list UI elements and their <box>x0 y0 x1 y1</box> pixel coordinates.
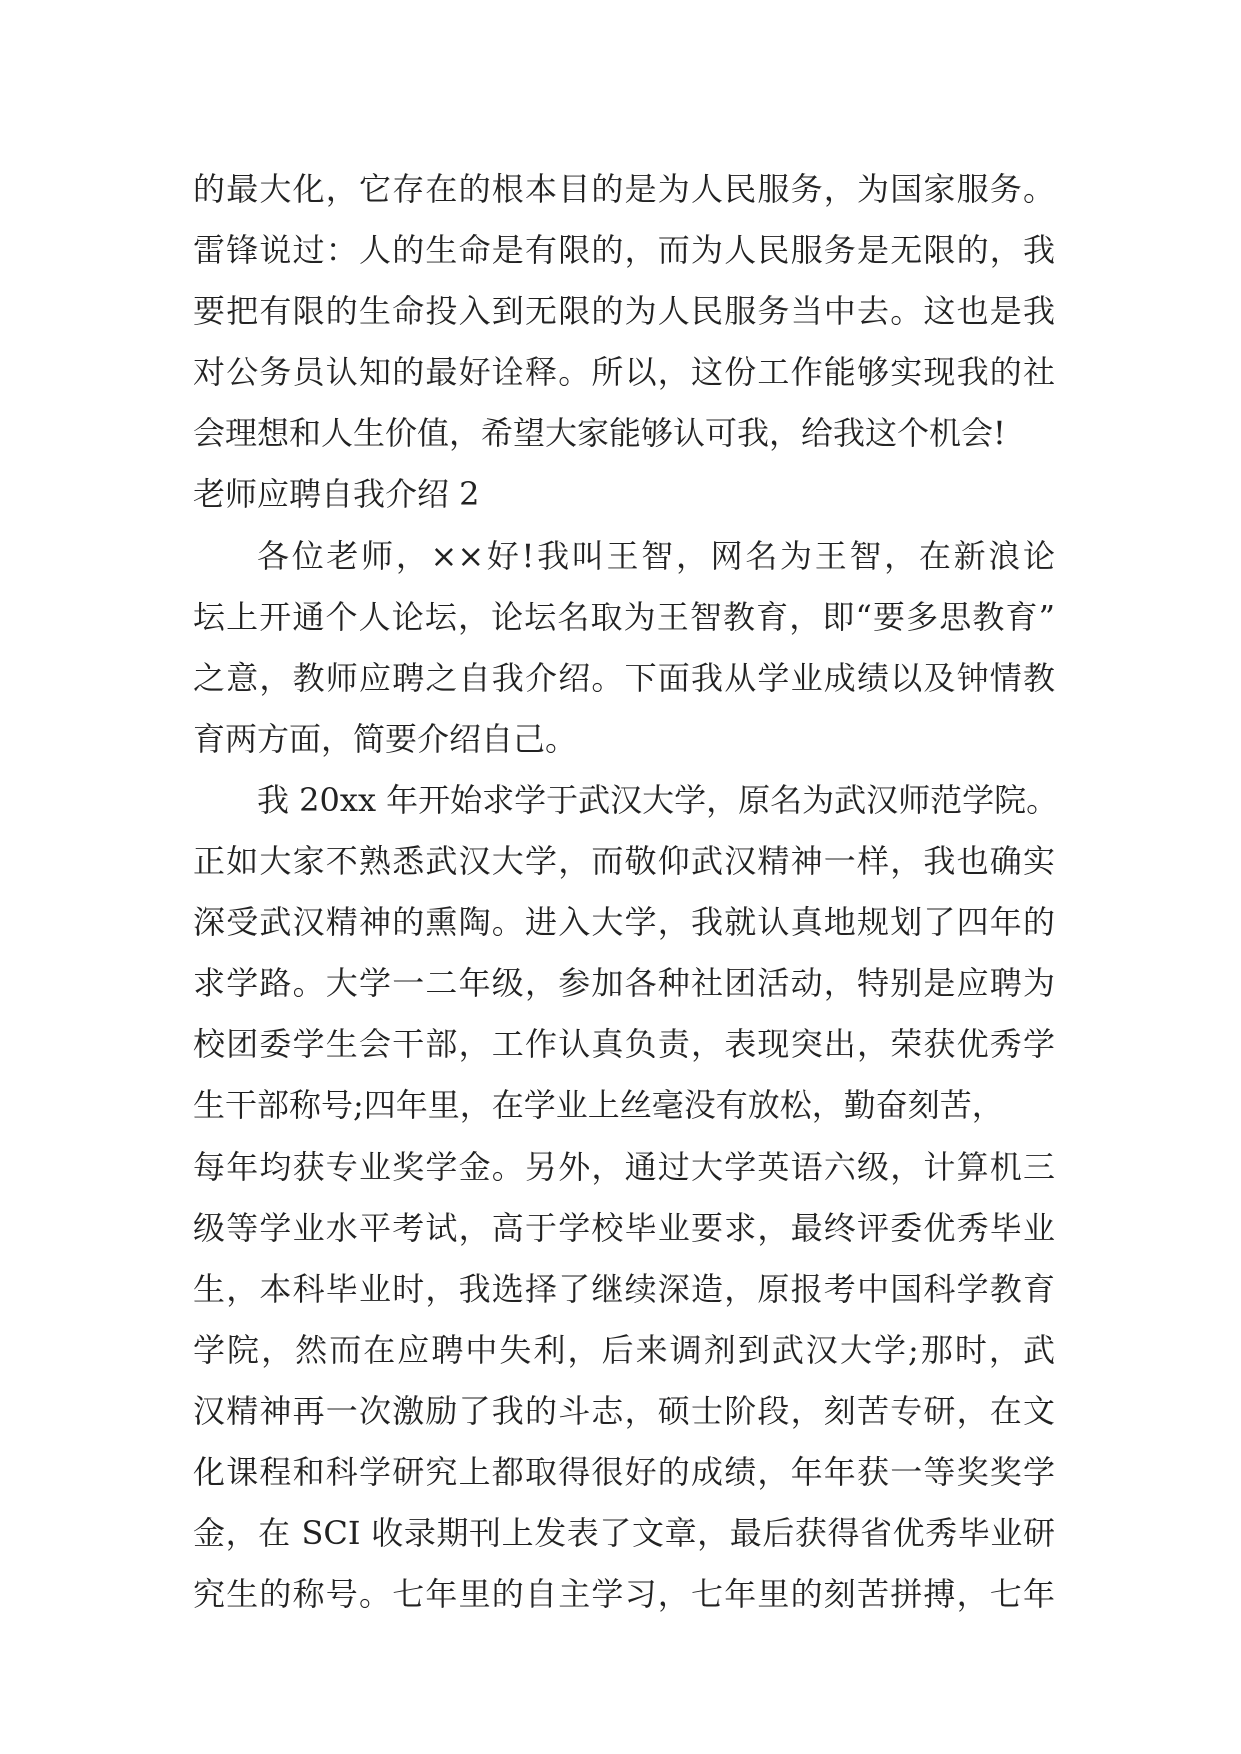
text-line: 坛上开通个人论坛，论坛名取为王智教育，即“要多思教育” <box>193 597 1055 636</box>
text-line: 之意，教师应聘之自我介绍。下面我从学业成绩以及钟情教 <box>193 658 1055 697</box>
text-line: 各位老师，××好!我叫王智，网名为王智，在新浪论 <box>257 536 1055 575</box>
text-line: 对公务员认知的最好诠释。所以，这份工作能够实现我的社 <box>193 353 1055 392</box>
text-line: 我 20xx 年开始求学于武汉大学，原名为武汉师范学院。 <box>257 780 1059 819</box>
text-line: 汉精神再一次激励了我的斗志，硕士阶段，刻苦专研，在文 <box>193 1391 1055 1430</box>
text-line: 每年均获专业奖学金。另外，通过大学英语六级，计算机三 <box>193 1147 1055 1186</box>
text-line: 究生的称号。七年里的自主学习，七年里的刻苦拼搏，七年 <box>193 1575 1055 1614</box>
text-line: 级等学业水平考试，高于学校毕业要求，最终评委优秀毕业 <box>193 1208 1055 1247</box>
text-line: 金，在 SCI 收录期刊上发表了文章，最后获得省优秀毕业研 <box>193 1514 1055 1553</box>
text-line: 要把有限的生命投入到无限的为人民服务当中去。这也是我 <box>193 292 1055 331</box>
document-body <box>193 159 1059 1625</box>
text-line: 校团委学生会干部，工作认真负责，表现突出，荣获优秀学 <box>193 1025 1055 1064</box>
text-line: 雷锋说过：人的生命是有限的，而为人民服务是无限的，我 <box>193 231 1055 270</box>
text-line: 正如大家不熟悉武汉大学，而敬仰武汉精神一样，我也确实 <box>193 842 1055 881</box>
text-line: 会理想和人生价值，希望大家能够认可我，给我这个机会! <box>193 414 1006 453</box>
text-line: 求学路。大学一二年级，参加各种社团活动，特别是应聘为 <box>193 964 1055 1003</box>
text-line: 学院，然而在应聘中失利，后来调剂到武汉大学;那时，武 <box>193 1330 1055 1369</box>
text-line: 育两方面，简要介绍自己。 <box>193 719 578 758</box>
text-line: 深受武汉精神的熏陶。进入大学，我就认真地规划了四年的 <box>193 903 1055 942</box>
text-line: 生，本科毕业时，我选择了继续深造，原报考中国科学教育 <box>193 1269 1055 1308</box>
text-line: 的最大化，它存在的根本目的是为人民服务，为国家服务。 <box>193 170 1055 208</box>
text-line: 生干部称号;四年里，在学业上丝毫没有放松，勤奋刻苦， <box>193 1086 1004 1125</box>
text-line: 化课程和科学研究上都取得很好的成绩，年年获一等奖奖学 <box>193 1452 1055 1491</box>
section-heading: 老师应聘自我介绍 2 <box>193 475 480 514</box>
